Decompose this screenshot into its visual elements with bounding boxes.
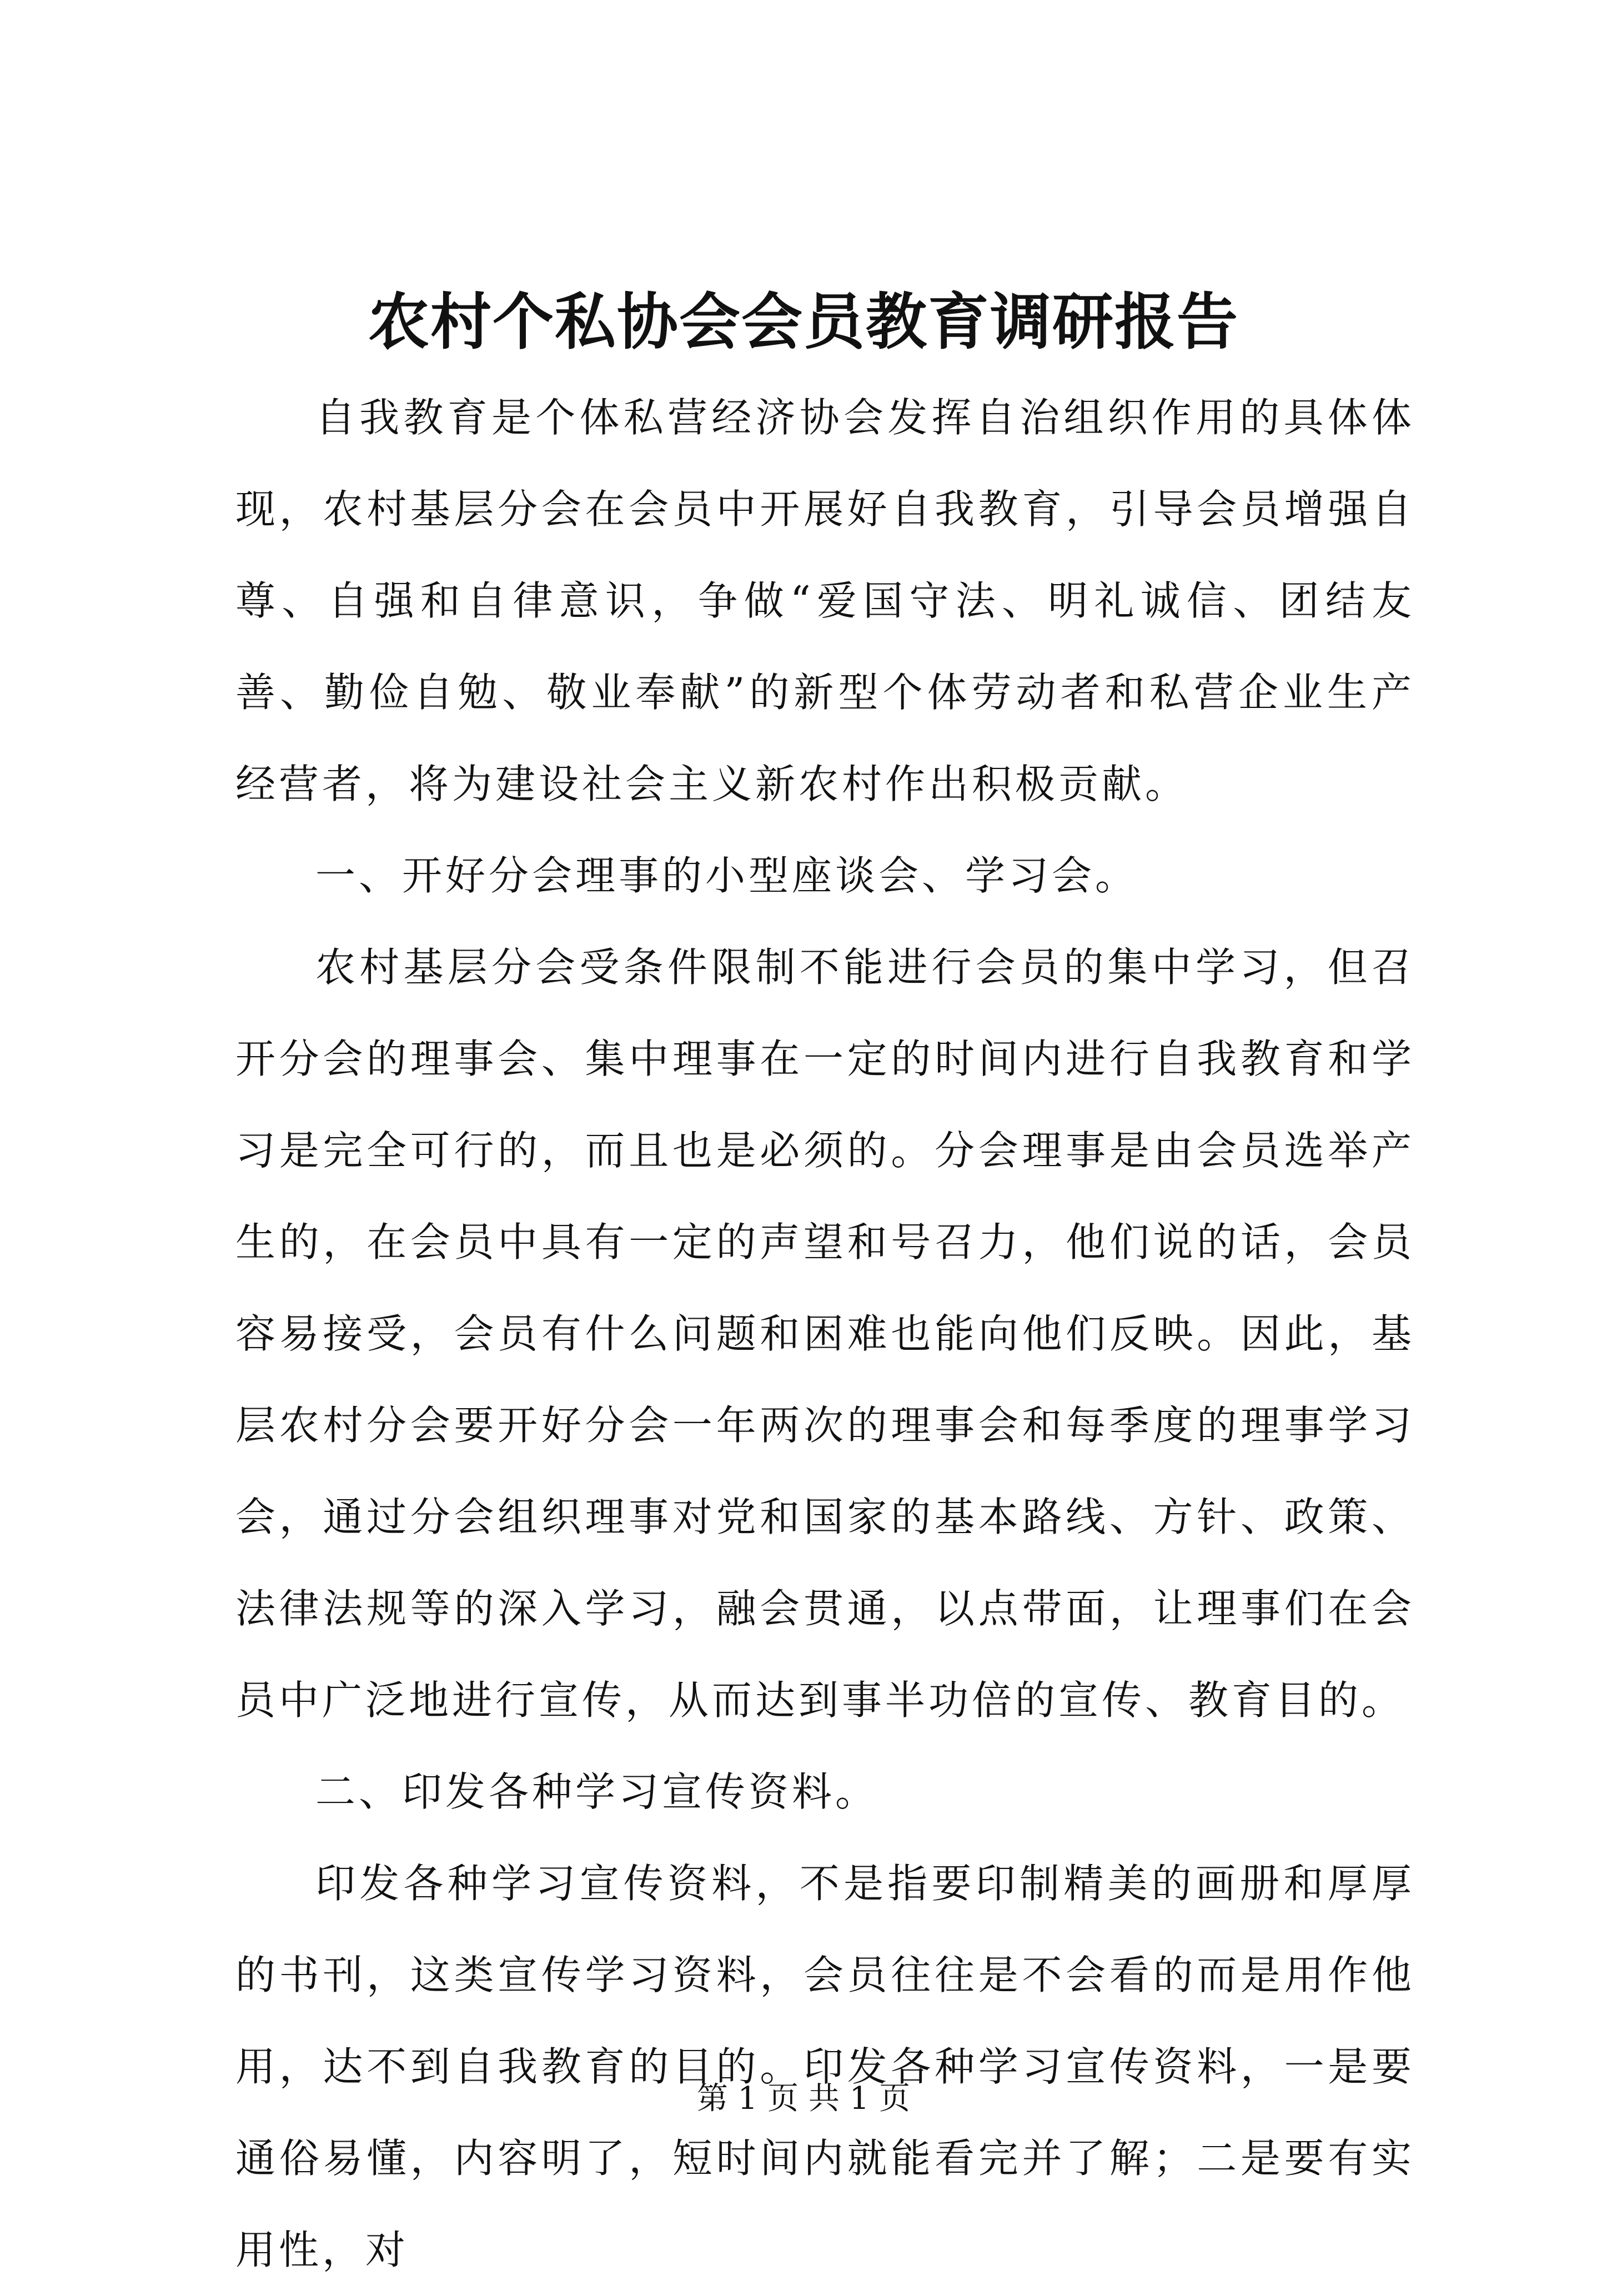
paragraph-intro: 自我教育是个体私营经济协会发挥自治组织作用的具体体现，农村基层分会在会员中开展好自我教育，引导会员增强自尊、自强和自律意识，争做“爱国守法、明礼诚信、团结友善、勤俭自勉、敬业奉献”的新型个体劳动者和私营企业生产经营者，将为建设社会主义新农村作出积极贡献。 [235,394,1415,807]
section-heading-1: 一、开好分会理事的小型座谈会、学习会。 [315,852,1139,899]
paragraph-section-1: 农村基层分会受条件限制不能进行会员的集中学习，但召开分会的理事会、集中理事在一定的时间内进行自我教育和学习是完全可行的，而且也是必须的。分会理事是由会员选举产生的，在会员中具有一定的声望和号召力，他们说的话，会员容易接受，会员有什么问题和困难也能向他们反映。因此，基层农村分会要开好分会一年两次的理事会和每季度的理事学习会，通过分会组织理事对党和国家的基本路线、方针、政策、法律法规等的深入学习，融会贯通，以点带面，让理事们在会员中广泛地进行宣传，从而达到事半功倍的宣传、教育目的。 [235,944,1415,1724]
section-heading-2: 二、印发各种学习宣传资料。 [315,1769,879,1815]
document-title: 农村个私协会会员教育调研报告 [368,286,1239,358]
paragraph-section-2: 印发各种学习宣传资料，不是指要印制精美的画册和厚厚的书刊，这类宣传学习资料，会员往往是不会看的而是用作他用，达不到自我教育的目的。印发各种学习宣传资料，一是要通俗易懂，内容明了，短时间内就能看完并了解；二是要有实用性，对 [235,1860,1415,2273]
page-number-footer: 第 1 页 共 1 页 [696,2081,911,2117]
document-body [235,372,1415,2296]
